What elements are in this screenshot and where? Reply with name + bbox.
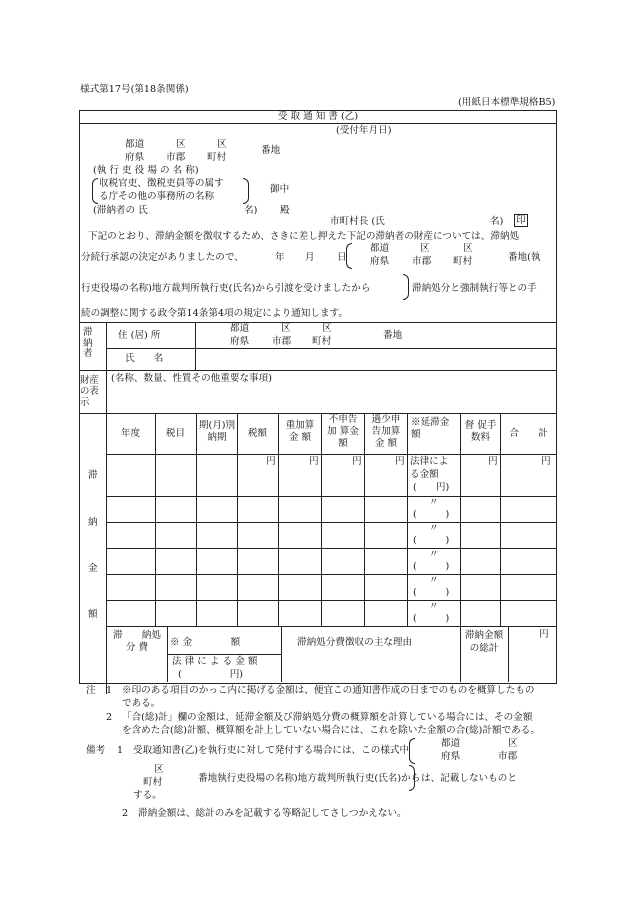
body-line3-end: 滞納処分と強制執行等との手 <box>412 283 537 294</box>
office-line2: る庁その他の事務所の名称 <box>99 191 215 202</box>
debtor-ku2: 区 <box>322 323 332 334</box>
remark1-line2-end: は、記載しないものと <box>421 773 517 784</box>
amount-side-2: 納 <box>88 517 98 528</box>
body-line2: 分続行承認の決定がありましたので、 <box>81 252 244 263</box>
remark2-no: 2 <box>122 808 129 819</box>
remark2-line: 滞納金額は、総計のみを記載する等略記してさしつかえない。 <box>138 808 407 819</box>
body-year: 年 <box>275 252 285 263</box>
shobun-reason: 滞納処分費徴収の主な理由 <box>297 637 413 648</box>
col-header-heavy: 重加算金 額 <box>285 420 315 444</box>
body-line4: 続の調整に関する政令第14条第4項の規定により通知します。 <box>81 308 348 319</box>
note1-no: 1 <box>106 685 113 696</box>
brace-right-2 <box>403 274 409 300</box>
debtor-ku: 区 <box>281 323 291 334</box>
body-month: 月 <box>305 252 315 263</box>
shobun-star-amount: ※ 金 額 <box>170 637 241 648</box>
debtor-name-mei: 名) <box>244 205 258 216</box>
ditto-1: 〃 <box>429 497 439 508</box>
yen-heavy: 円 <box>309 456 319 467</box>
col-header-tax-amount: 税額 <box>247 428 268 439</box>
col-header-no-filing: 不申告加 算金 額 <box>327 414 359 449</box>
law-amount-paren: ( 円) <box>413 482 450 493</box>
form-title: 受 取 通 知 書 (乙) <box>277 111 359 122</box>
paren-1: ( ) <box>413 509 450 520</box>
addr-town: 町村 <box>207 152 227 163</box>
amount-side-3: 金 <box>88 563 98 574</box>
dono: 殿 <box>280 205 290 216</box>
remarks-label: 備考 <box>86 745 106 756</box>
mayor-mei: 名) <box>490 216 504 227</box>
paren-3: ( ) <box>413 561 450 572</box>
note2-line1: 「合(総)計」欄の金額は、延滞金額及び滞納処分費の概算額を計算している場合には、その金額 <box>122 712 533 723</box>
body-city: 市郡 <box>412 256 432 267</box>
debtor-pref: 都道 <box>230 323 250 334</box>
brace-left-3 <box>409 738 415 764</box>
yen-nofile: 円 <box>352 456 362 467</box>
paren-2: ( ) <box>413 535 450 546</box>
debtor-town: 町村 <box>312 336 332 347</box>
col-header-year: 年度 <box>120 428 141 439</box>
office-label: (執 行 吏 役 場 の 名 称) <box>93 165 199 176</box>
debtor-pref2: 府県 <box>230 336 250 347</box>
shobun-cost-label: 滞 納処 分 費 <box>113 630 161 653</box>
remark-ku: 区 <box>508 738 518 749</box>
ditto-4: 〃 <box>429 575 439 586</box>
body-town: 町村 <box>453 256 473 267</box>
debtor-banchi: 番地 <box>383 330 403 341</box>
seal-mark: 印 <box>516 215 526 226</box>
body-ku: 区 <box>420 243 430 254</box>
remark1-line2: 番地執行吏役場の名称)地方裁判所執行吏(氏名)から <box>198 773 421 784</box>
remark1-no: 1 <box>117 745 124 756</box>
yen-total: 円 <box>541 456 551 467</box>
ditto-3: 〃 <box>429 549 439 560</box>
note2-line2: を含めた合(総)計額、概算額を計上していない場合には、これを除いた金額の合(総)計額である。 <box>122 725 540 736</box>
remark-pref2: 府県 <box>441 751 461 762</box>
remark-ku2: 区 <box>154 764 164 775</box>
note1-line1: ※印のある項目のかっこ内に掲げる金額は、便宜この通知書作成の日までのものを概算したもの <box>122 685 535 696</box>
brace-right-3 <box>409 765 415 791</box>
form-number: 様式第17号(第18条関係) <box>80 84 189 95</box>
mayor-label: 市町村長 (氏 <box>330 216 385 227</box>
ditto-2: 〃 <box>429 523 439 534</box>
addr-ku: 区 <box>176 139 186 150</box>
debtor-city: 市郡 <box>272 336 292 347</box>
debtor-name-label: 氏 名 <box>125 353 164 364</box>
brace-left <box>92 178 98 204</box>
remark1-line1: 受取通知書(乙)を執行吏に対して発付する場合には、この様式中 <box>133 745 410 756</box>
body-ku2: 区 <box>463 243 473 254</box>
note-label: 注 <box>86 685 96 696</box>
col-header-tax-item: 税目 <box>165 428 186 439</box>
body-line1: 下記のとおり、滞納金額を徴収するため、さきに差し押えた下記の滞納者の財産については、滞納処 <box>88 231 520 242</box>
remark-pref: 都道 <box>441 738 461 749</box>
amount-side-1: 滞 <box>88 470 98 481</box>
onchu: 御中 <box>270 184 290 195</box>
note1-line2: である。 <box>122 698 161 709</box>
office-line1: 収税官吏、徴税吏員等の属す <box>99 178 224 189</box>
paren-5: ( ) <box>413 613 450 624</box>
paper-spec: (用紙日本標準規格B5) <box>458 97 556 108</box>
addr-pref2: 府県 <box>125 152 145 163</box>
law-amount-1: 法律によ <box>410 456 449 467</box>
body-pref: 都道 <box>370 243 390 254</box>
body-day: 日 <box>337 252 347 263</box>
paren-4: ( ) <box>413 587 450 598</box>
law-amount-2: る金額 <box>410 469 439 480</box>
shobun-law-paren: ( 円) <box>178 669 244 680</box>
body-pref2: 府県 <box>370 256 390 267</box>
remark1-line3: する。 <box>133 790 162 801</box>
amount-side-4: 額 <box>88 609 98 620</box>
yen-underfile: 円 <box>395 456 405 467</box>
brace-left-2 <box>346 243 352 269</box>
col-header-delinquency: ※延滞金額 <box>411 417 450 441</box>
note2-no: 2 <box>106 712 113 723</box>
body-line3: 行吏役場の名称)地方裁判所執行吏(氏名)から引渡を受けましたから <box>81 283 371 294</box>
col-header-total: 合 計 <box>509 428 548 439</box>
received-date: (受付年月日) <box>336 125 392 136</box>
grand-total-label: 滞納金額の総計 <box>464 630 504 654</box>
addr-banchi: 番地 <box>261 145 281 156</box>
grand-total-yen: 円 <box>539 629 549 640</box>
property-desc: (名称、数量、性質その他重要な事項) <box>111 373 272 384</box>
ditto-5: 〃 <box>429 601 439 612</box>
debtor-addr-label: 住 (居) 所 <box>118 330 161 341</box>
remark-city: 市郡 <box>498 751 518 762</box>
yen-tax: 円 <box>266 456 276 467</box>
addr-ku2: 区 <box>217 139 227 150</box>
addr-city: 市郡 <box>166 152 186 163</box>
debtor-side-label: 滞納者 <box>83 327 93 360</box>
shobun-law-amount: 法 律 に よ る 金 額 <box>172 656 258 667</box>
addr-pref: 都道 <box>125 139 145 150</box>
brace-right <box>243 178 249 204</box>
col-header-fee: 督 促手数料 <box>464 420 497 444</box>
remark-town: 町村 <box>143 777 163 788</box>
col-header-under-filing: 過少申告加算金 額 <box>371 414 401 449</box>
yen-fee: 円 <box>488 456 498 467</box>
body-line2-end: 番地(執 <box>508 252 541 263</box>
col-header-due: 期(月)別納期 <box>198 420 236 444</box>
property-side-label: 財産の表示 <box>80 375 99 408</box>
debtor-name-label: (滞納者の 氏 <box>93 205 148 216</box>
